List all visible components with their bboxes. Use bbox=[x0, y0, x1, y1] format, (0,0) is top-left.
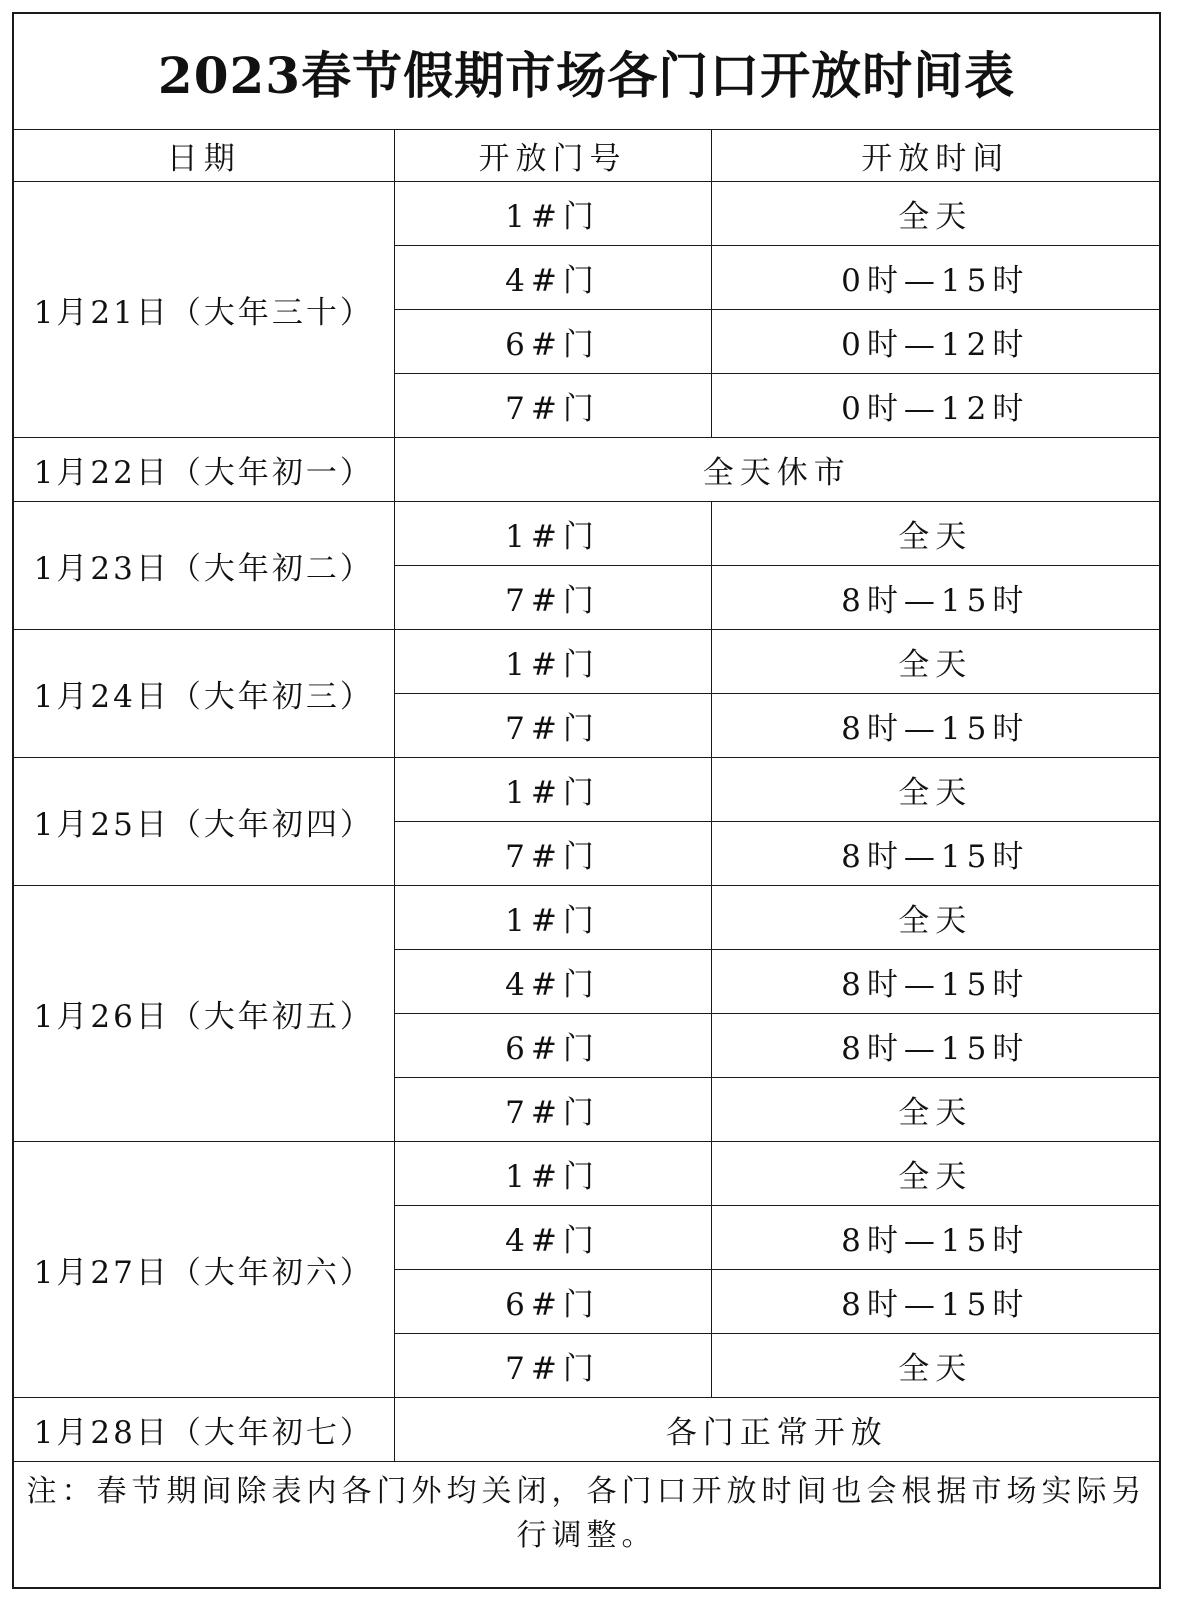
header-gate: 开放门号 bbox=[394, 130, 711, 182]
open-time-cell: 全天 bbox=[711, 886, 1159, 950]
date-cell: 1月27日（大年初六） bbox=[14, 1142, 394, 1398]
gate-cell: 1#门 bbox=[394, 502, 711, 566]
date-cell: 1月25日（大年初四） bbox=[14, 758, 394, 886]
open-time-cell: 全天 bbox=[711, 1334, 1159, 1398]
schedule-sheet bbox=[12, 12, 1161, 1589]
gate-cell: 4#门 bbox=[394, 246, 711, 310]
gate-cell: 6#门 bbox=[394, 1014, 711, 1078]
gate-cell: 7#门 bbox=[394, 374, 711, 438]
open-time-cell: 全天 bbox=[711, 758, 1159, 822]
gate-cell: 7#门 bbox=[394, 1078, 711, 1142]
gate-cell: 6#门 bbox=[394, 1270, 711, 1334]
gate-cell: 1#门 bbox=[394, 630, 711, 694]
date-cell: 1月23日（大年初二） bbox=[14, 502, 394, 630]
gate-cell: 7#门 bbox=[394, 822, 711, 886]
open-time-cell: 8时—15时 bbox=[711, 950, 1159, 1014]
header-time: 开放时间 bbox=[711, 130, 1159, 182]
open-time-cell: 全天 bbox=[711, 630, 1159, 694]
open-time-cell: 8时—15时 bbox=[711, 1206, 1159, 1270]
merged-status-cell: 各门正常开放 bbox=[394, 1398, 1159, 1462]
open-time-cell: 全天 bbox=[711, 1078, 1159, 1142]
note-row bbox=[14, 1462, 1159, 1566]
gate-cell: 4#门 bbox=[394, 1206, 711, 1270]
table-row bbox=[14, 438, 1159, 502]
open-time-cell: 8时—15时 bbox=[711, 694, 1159, 758]
date-cell: 1月24日（大年初三） bbox=[14, 630, 394, 758]
gate-cell: 6#门 bbox=[394, 310, 711, 374]
table-row bbox=[14, 630, 1159, 694]
schedule-table bbox=[14, 14, 1159, 1565]
table-row bbox=[14, 1398, 1159, 1462]
date-cell: 1月28日（大年初七） bbox=[14, 1398, 394, 1462]
open-time-cell: 全天 bbox=[711, 502, 1159, 566]
table-row bbox=[14, 182, 1159, 246]
merged-status-cell: 全天休市 bbox=[394, 438, 1159, 502]
date-cell: 1月26日（大年初五） bbox=[14, 886, 394, 1142]
open-time-cell: 0时—15时 bbox=[711, 246, 1159, 310]
gate-cell: 7#门 bbox=[394, 566, 711, 630]
open-time-cell: 全天 bbox=[711, 182, 1159, 246]
gate-cell: 7#门 bbox=[394, 694, 711, 758]
header-date: 日期 bbox=[14, 130, 394, 182]
gate-cell: 1#门 bbox=[394, 182, 711, 246]
gate-cell: 4#门 bbox=[394, 950, 711, 1014]
table-row bbox=[14, 886, 1159, 950]
date-cell: 1月22日（大年初一） bbox=[14, 438, 394, 502]
gate-cell: 1#门 bbox=[394, 758, 711, 822]
open-time-cell: 8时—15时 bbox=[711, 1270, 1159, 1334]
table-row bbox=[14, 502, 1159, 566]
date-cell: 1月21日（大年三十） bbox=[14, 182, 394, 438]
gate-cell: 1#门 bbox=[394, 886, 711, 950]
open-time-cell: 8时—15时 bbox=[711, 566, 1159, 630]
open-time-cell: 全天 bbox=[711, 1142, 1159, 1206]
gate-cell: 1#门 bbox=[394, 1142, 711, 1206]
page-title: 2023春节假期市场各门口开放时间表 bbox=[14, 14, 1159, 130]
open-time-cell: 0时—12时 bbox=[711, 374, 1159, 438]
table-row bbox=[14, 758, 1159, 822]
footnote: 注：春节期间除表内各门外均关闭，各门口开放时间也会根据市场实际另行调整。 bbox=[14, 1462, 1159, 1566]
open-time-cell: 8时—15时 bbox=[711, 1014, 1159, 1078]
gate-cell: 7#门 bbox=[394, 1334, 711, 1398]
open-time-cell: 8时—15时 bbox=[711, 822, 1159, 886]
open-time-cell: 0时—12时 bbox=[711, 310, 1159, 374]
table-row bbox=[14, 1142, 1159, 1206]
